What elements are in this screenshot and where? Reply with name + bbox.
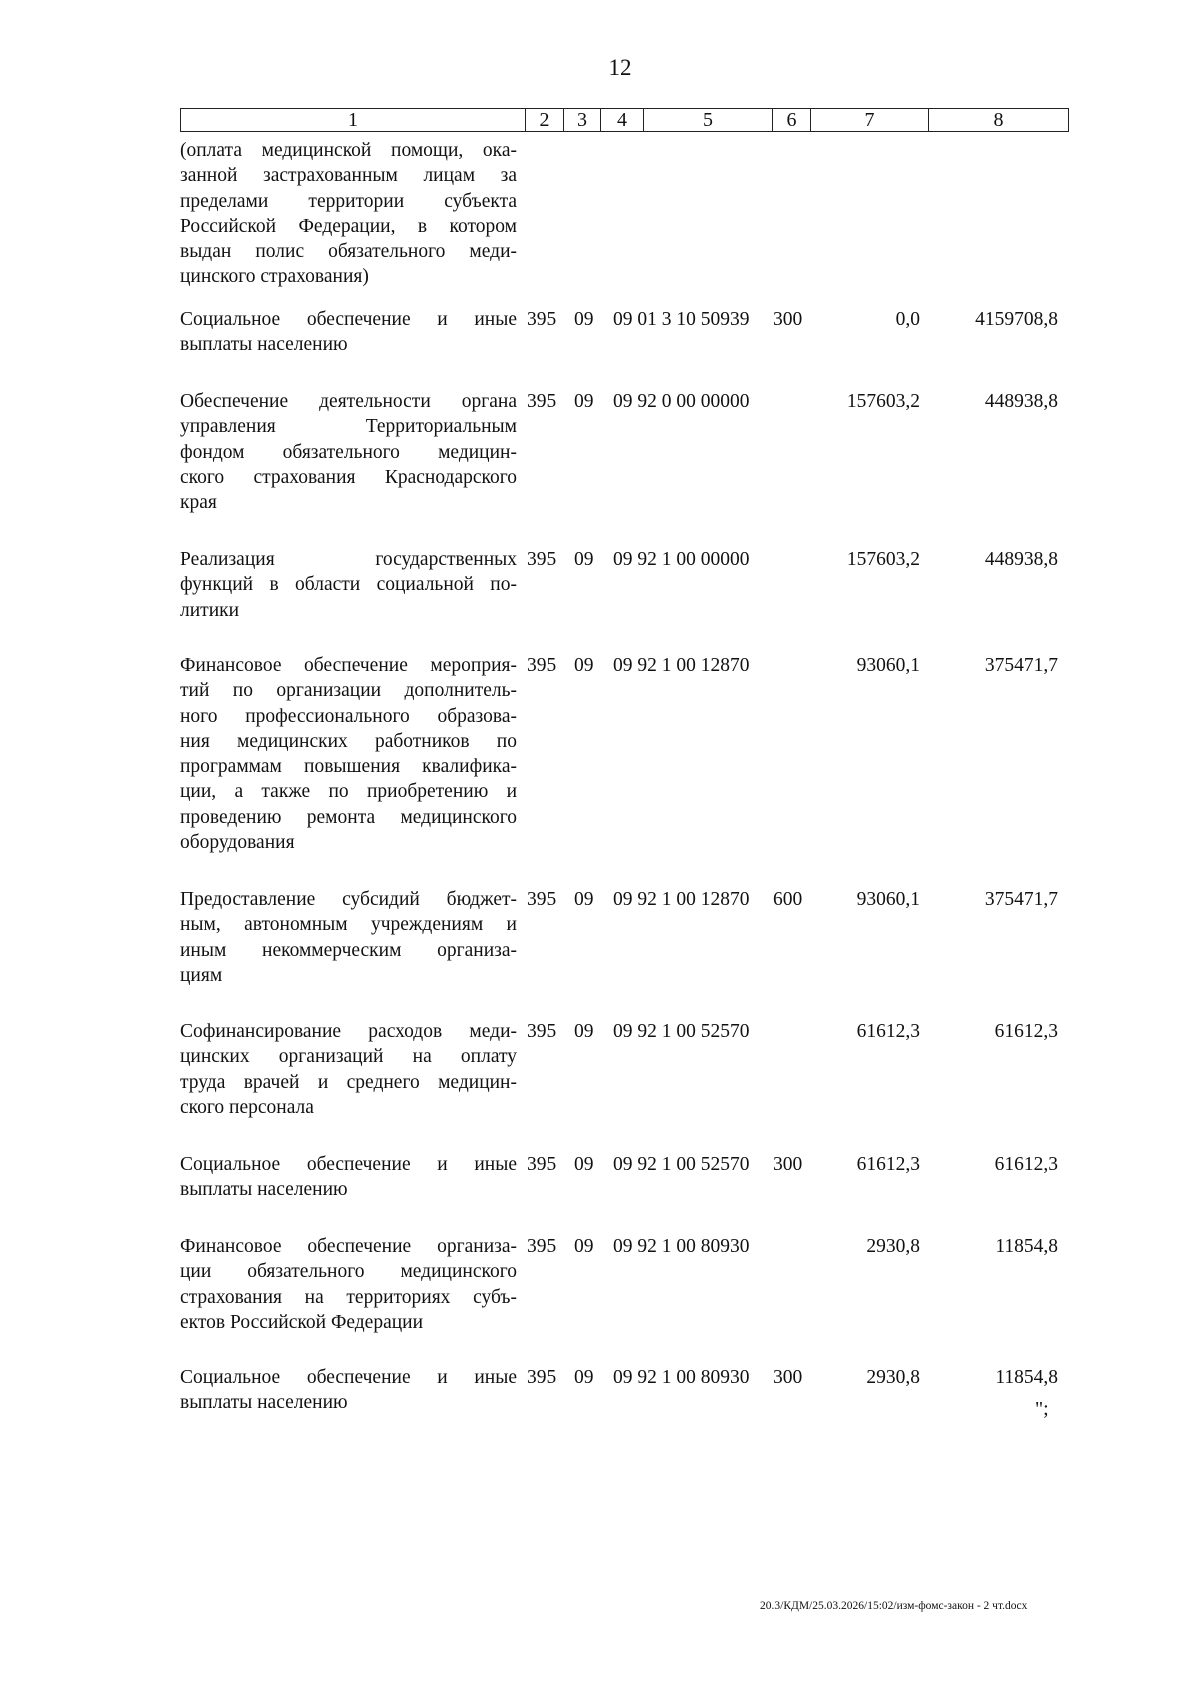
- cell-c2: 395: [527, 1367, 557, 1388]
- cell-c5: 09 92 1 00 80930: [613, 1367, 750, 1388]
- cell-c7: 0,0: [895, 309, 920, 330]
- header-col-6: 6: [773, 109, 811, 132]
- row-name-line: управления Территориальным: [180, 416, 517, 438]
- cell-c7: 61612,3: [856, 1021, 920, 1042]
- cell-c2: 395: [527, 1154, 557, 1175]
- header-col-5: 5: [644, 109, 773, 132]
- row-name-line: края: [180, 492, 217, 514]
- cell-c3: 09: [574, 655, 594, 676]
- row-name: [180, 653, 517, 855]
- row-name-line: циям: [180, 964, 223, 986]
- cell-c3: 09: [574, 1154, 594, 1175]
- cell-c7: 2930,8: [866, 1236, 920, 1257]
- row-name-line: выдан полис обязательного меди-: [180, 241, 517, 263]
- cell-c8: 11854,8: [995, 1367, 1058, 1388]
- cell-c6: 300: [773, 1154, 803, 1175]
- row-name-line: цинского страхования): [180, 266, 369, 288]
- cell-c6: 300: [773, 1367, 803, 1388]
- cell-c8: 4159708,8: [975, 309, 1058, 330]
- row-name-line: функций в области социальной по-: [180, 574, 517, 596]
- row-name: [180, 138, 517, 290]
- cell-c2: 395: [527, 549, 557, 570]
- row-name-line: Российской Федерации, в котором: [180, 215, 517, 237]
- row-name: [180, 1365, 517, 1416]
- cell-c8: 375471,7: [984, 889, 1058, 910]
- row-name-line: программам повышения квалифика-: [180, 756, 517, 778]
- cell-c5: 09 92 1 00 00000: [613, 549, 750, 570]
- cell-c3: 09: [574, 1236, 594, 1257]
- row-name-line: труда врачей и среднего медицин-: [180, 1071, 517, 1093]
- cell-c3: 09: [574, 391, 594, 412]
- cell-c5: 09 92 1 00 12870: [613, 889, 750, 910]
- cell-c8: 11854,8: [995, 1236, 1058, 1257]
- cell-c7: 2930,8: [866, 1367, 920, 1388]
- cell-c5: 09 92 1 00 80930: [613, 1236, 750, 1257]
- row-name-line: выплаты населению: [180, 1392, 348, 1414]
- row-name: [180, 547, 517, 623]
- cell-c3: 09: [574, 309, 594, 330]
- cell-c5: 09 92 1 00 52570: [613, 1021, 750, 1042]
- closing-mark: ";: [1035, 1398, 1049, 1420]
- row-name-line: ектов Российской Федерации: [180, 1311, 424, 1333]
- header-col-4: 4: [601, 109, 644, 132]
- row-name-line: Реализация государственных: [180, 549, 517, 570]
- header-col-7: 7: [811, 109, 929, 132]
- row-name-line: фондом обязательного медицин-: [180, 441, 517, 463]
- row-name-line: ского страхования Краснодарского: [180, 466, 517, 488]
- row-name-line: Предоставление субсидий бюджет-: [180, 889, 517, 910]
- row-name-line: ным, автономным учреждениям и: [180, 914, 517, 936]
- row-name: [180, 887, 517, 988]
- cell-c5: 09 01 3 10 50939: [613, 309, 750, 330]
- cell-c3: 09: [574, 889, 594, 910]
- cell-c3: 09: [574, 1021, 594, 1042]
- cell-c5: 09 92 1 00 52570: [613, 1154, 750, 1175]
- row-name-line: выплаты населению: [180, 1179, 348, 1201]
- row-name-line: проведению ремонта медицинского: [180, 806, 517, 828]
- row-name-line: иным некоммерческим организа-: [180, 939, 517, 961]
- header-col-2: 2: [526, 109, 564, 132]
- cell-c6: 600: [773, 889, 803, 910]
- row-name-line: Финансовое обеспечение мероприя-: [180, 655, 517, 676]
- row-name-line: страхования на территориях субъ-: [180, 1286, 517, 1308]
- row-name-line: Социальное обеспечение и иные: [180, 1154, 517, 1175]
- header-col-1: 1: [181, 109, 526, 132]
- cell-c8: 448938,8: [984, 391, 1058, 412]
- cell-c2: 395: [527, 889, 557, 910]
- cell-c7: 61612,3: [856, 1154, 920, 1175]
- row-name-line: Социальное обеспечение и иные: [180, 1367, 517, 1388]
- row-name-line: цинских организаций на оплату: [180, 1046, 517, 1068]
- cell-c2: 395: [527, 655, 557, 676]
- row-name-line: оборудования: [180, 832, 295, 854]
- cell-c7: 157603,2: [846, 391, 920, 412]
- row-name-line: Софинансирование расходов меди-: [180, 1021, 517, 1042]
- cell-c5: 09 92 0 00 00000: [613, 391, 750, 412]
- row-name-line: занной застрахованным лицам за: [180, 165, 517, 187]
- cell-c8: 448938,8: [984, 549, 1058, 570]
- row-name-line: выплаты населению: [180, 334, 348, 356]
- cell-c2: 395: [527, 309, 557, 330]
- row-name-line: Социальное обеспечение и иные: [180, 309, 517, 330]
- row-name-line: пределами территории субъекта: [180, 190, 517, 212]
- cell-c2: 395: [527, 1236, 557, 1257]
- cell-c8: 61612,3: [994, 1021, 1058, 1042]
- cell-c7: 93060,1: [856, 889, 920, 910]
- row-name: [180, 307, 517, 358]
- row-name: [180, 1152, 517, 1203]
- row-name-line: Обеспечение деятельности органа: [180, 391, 517, 412]
- cell-c3: 09: [574, 549, 594, 570]
- row-name-line: ния медицинских работников по: [180, 730, 517, 752]
- row-name-line: литики: [180, 599, 240, 621]
- cell-c2: 395: [527, 1021, 557, 1042]
- page-number: 12: [608, 55, 632, 80]
- row-name-line: ного профессионального образова-: [180, 705, 517, 727]
- row-name: [180, 389, 517, 515]
- row-name-line: ции, а также по приобретению и: [180, 781, 517, 803]
- footer-file-path: 20.3/КДМ/25.03.2026/15:02/изм-фомс-закон - 2 чт.docx: [760, 1600, 1028, 1612]
- cell-c7: 157603,2: [846, 549, 920, 570]
- cell-c3: 09: [574, 1367, 594, 1388]
- cell-c6: 300: [773, 309, 803, 330]
- header-col-3: 3: [564, 109, 601, 132]
- row-name-line: ского персонала: [180, 1096, 314, 1118]
- row-name-line: (оплата медицинской помощи, ока-: [180, 140, 517, 161]
- row-name-line: Финансовое обеспечение организа-: [180, 1236, 517, 1257]
- cell-c8: 61612,3: [994, 1154, 1058, 1175]
- cell-c8: 375471,7: [984, 655, 1058, 676]
- row-name: [180, 1019, 517, 1120]
- table-header: [180, 108, 1069, 132]
- cell-c5: 09 92 1 00 12870: [613, 655, 750, 676]
- header-col-8: 8: [929, 109, 1069, 132]
- row-name: [180, 1234, 517, 1335]
- cell-c7: 93060,1: [856, 655, 920, 676]
- row-name-line: тий по организации дополнитель-: [180, 680, 517, 702]
- cell-c2: 395: [527, 391, 557, 412]
- row-name-line: ции обязательного медицинского: [180, 1261, 517, 1283]
